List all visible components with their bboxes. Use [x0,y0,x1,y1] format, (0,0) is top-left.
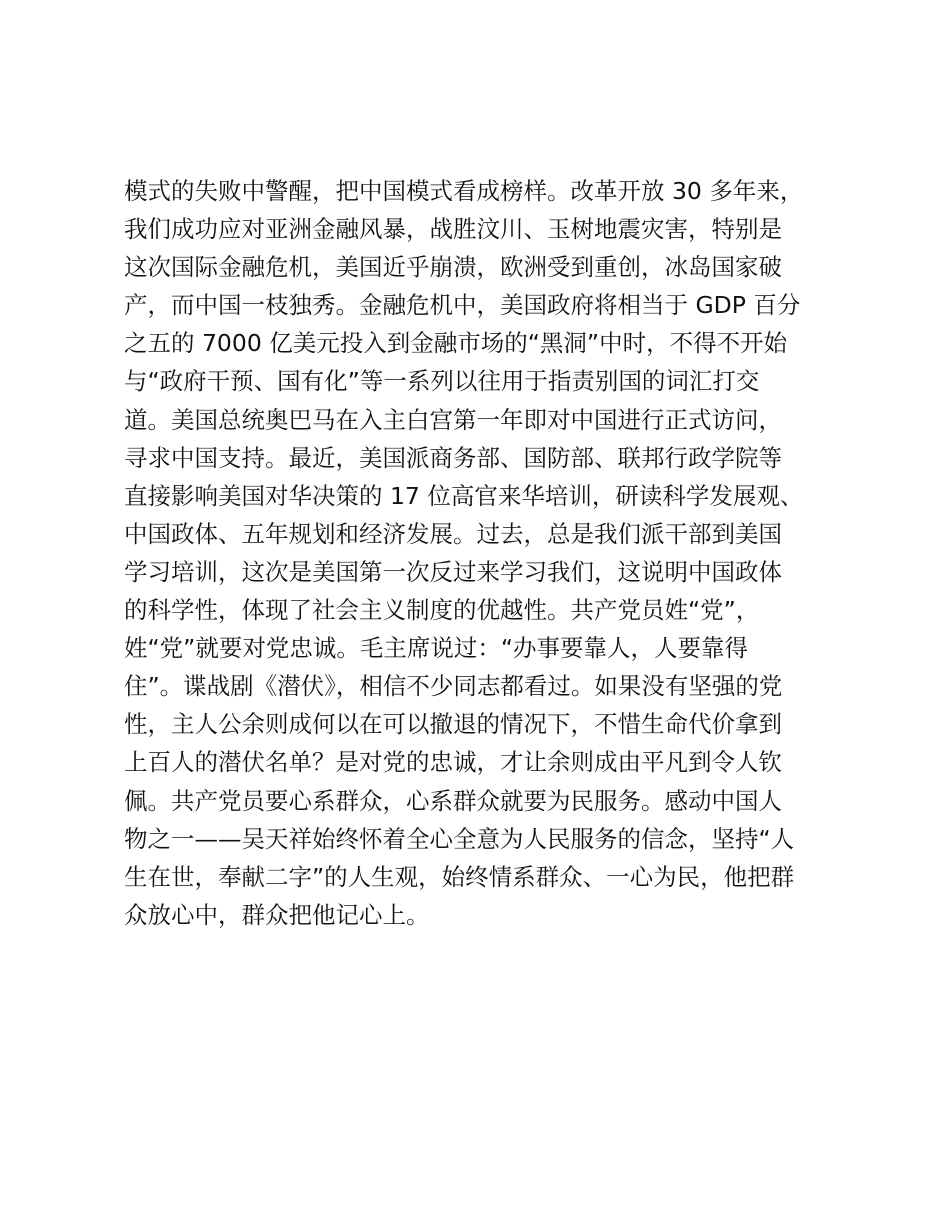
text-line: 佩。共产党员要心系群众，心系群众就要为民服务。感动中国人 [124,786,782,815]
text-line: 中国政体、五年规划和经济发展。过去，总是我们派干部到美国 [124,519,782,548]
text-line: 之五的 7000 亿美元投入到金融市场的“黑洞”中时，不得不开始 [124,329,788,358]
text-line: 的科学性，体现了社会主义制度的优越性。共产党员姓“党”， [124,596,760,625]
text-line: 生在世，奉献二字”的人生观，始终情系群众、一心为民，他把群 [124,862,795,891]
text-line: 产，而中国一枝独秀。金融危机中，美国政府将相当于 GDP 百分 [124,291,801,320]
text-line: 寻求中国支持。最近，美国派商务部、国防部、联邦行政学院等 [124,443,782,472]
text-line: 与“政府干预、国有化”等一系列以往用于指责别国的词汇打交 [124,367,760,396]
text-line: 学习培训，这次是美国第一次反过来学习我们，这说明中国政体 [124,557,782,586]
text-line: 住”。谍战剧《潜伏》，相信不少同志都看过。如果没有坚强的党 [124,672,783,701]
text-line: 众放心中，群众把他记心上。 [124,900,430,929]
text-line: 这次国际金融危机，美国近乎崩溃，欧洲受到重创，冰岛国家破 [124,253,782,282]
text-line: 道。美国总统奥巴马在入主白宫第一年即对中国进行正式访问， [124,405,782,434]
text-line: 我们成功应对亚洲金融风暴，战胜汶川、玉树地震灾害，特别是 [124,215,782,244]
body-paragraph [124,172,844,934]
text-line: 直接影响美国对华决策的 17 位高官来华培训，研读科学发展观、 [124,481,804,510]
text-line: 上百人的潜伏名单？是对党的忠诚，才让余则成由平凡到令人钦 [124,748,782,777]
text-line: 性，主人公余则成何以在可以撤退的情况下，不惜生命代价拿到 [124,710,782,739]
text-line: 姓“党”就要对党忠诚。毛主席说过：“办事要靠人，人要靠得 [124,634,749,663]
text-line: 模式的失败中警醒，把中国模式看成榜样。改革开放 30 多年来， [124,177,804,205]
text-line: 物之一——吴天祥始终怀着全心全意为人民服务的信念，坚持“人 [124,824,795,853]
